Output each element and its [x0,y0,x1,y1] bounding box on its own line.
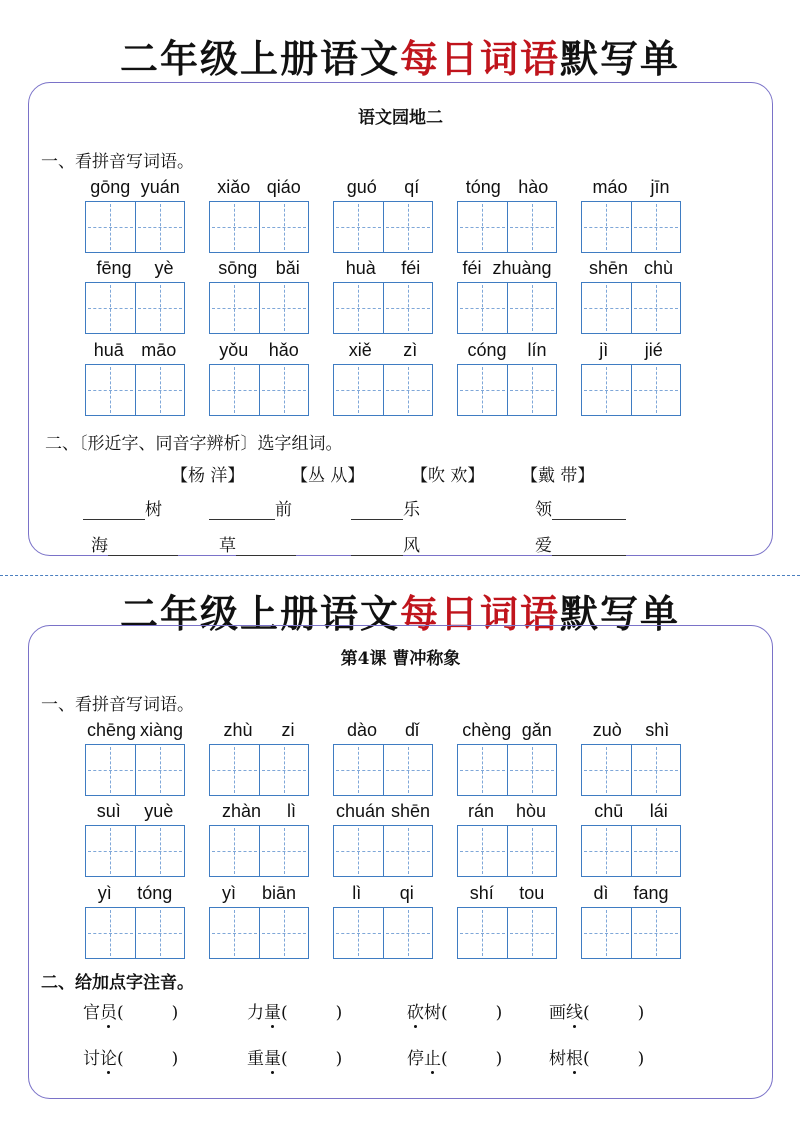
writing-grid[interactable] [209,282,309,334]
pinyin-label [333,801,433,822]
paren-close: ) [637,1003,645,1023]
fill-blank-6-char: 草 [219,536,236,556]
pinyin-syllable: jié [644,340,663,360]
writing-grid[interactable] [209,201,309,253]
writing-grid[interactable] [209,364,309,416]
pinyin-syllable: lín [527,340,547,360]
pinyin-label [333,883,433,904]
sheet1-title-pre: 二年级上册语文 [119,37,400,81]
writing-grid[interactable] [85,364,185,416]
pinyin-syllable: lì [352,883,362,903]
pinyin-syllable: shēn [390,801,431,821]
fill-blank-5[interactable] [91,531,178,556]
paren-close: ) [637,1049,645,1069]
writing-grid[interactable] [333,201,433,253]
pinyin-syllable: zhuàng [492,258,552,278]
answer-parentheses[interactable] [117,1003,178,1023]
option-group-2: 【丛 从】 [291,466,365,486]
sheet2-title-post: 默写单 [560,592,681,636]
pinyin-syllable: féi [462,258,482,278]
dotted-character: 线 [566,998,583,1023]
pinyin-label [333,258,433,279]
sheet2-section2-heading: 二、给加点字注音。 [41,973,194,993]
writing-cell[interactable] [210,365,259,415]
writing-cell[interactable] [582,908,631,958]
pinyin-syllable: lì [287,801,296,821]
writing-cell[interactable] [86,283,135,333]
fill-blank-3[interactable] [351,495,420,520]
writing-grid[interactable] [209,907,309,959]
writing-cell[interactable] [334,283,383,333]
writing-cell[interactable] [135,202,185,252]
writing-cell[interactable] [334,826,383,876]
writing-grid[interactable] [333,364,433,416]
pinyin-syllable: shí [469,883,494,903]
word-character: 力 [247,1003,264,1023]
writing-cell[interactable] [458,826,507,876]
pinyin-syllable: yì [221,883,236,903]
pinyin-syllable: guó [346,177,377,197]
pinyin-syllable: xiǎo [217,177,251,197]
writing-cell[interactable] [259,365,309,415]
pinyin-syllable: tou [519,883,545,903]
pinyin-label [581,720,681,741]
writing-cell[interactable] [259,202,309,252]
writing-cell[interactable] [582,202,631,252]
pinyin-syllable: fang [633,883,669,903]
pinyin-label [333,340,433,361]
writing-cell[interactable] [86,365,135,415]
writing-cell[interactable] [582,365,631,415]
paren-close: ) [495,1049,503,1069]
paren-open: ( [441,1049,448,1069]
pinyin-label [581,340,681,361]
pinyin-syllable: gōng [90,177,131,197]
fill-blank-1[interactable] [83,495,162,520]
pinyin-syllable: xiàng [139,720,183,740]
pinyin-syllable: chū [594,801,624,821]
pinyin-syllable: zì [403,340,418,360]
pinyin-syllable: dào [346,720,378,740]
writing-cell[interactable] [210,826,259,876]
pinyin-syllable: zi [281,720,295,740]
pinyin-label [581,883,681,904]
writing-grid[interactable] [457,744,557,796]
pinyin-syllable: féi [401,258,421,278]
paren-open: ( [117,1049,124,1069]
pinyin-label [457,883,557,904]
answer-parentheses[interactable] [583,1003,644,1023]
word-character: 画 [549,1003,566,1023]
pinyin-label [85,258,185,279]
writing-grid[interactable] [333,744,433,796]
fill-blank-8[interactable] [535,531,626,556]
writing-cell[interactable] [334,202,383,252]
writing-cell[interactable] [259,908,309,958]
sheet1-title-post: 默写单 [560,37,681,81]
pinyin-syllable: zhù [223,720,253,740]
writing-grid[interactable] [457,282,557,334]
writing-cell[interactable] [383,202,433,252]
pinyin-label [333,720,433,741]
answer-parentheses[interactable] [117,1049,178,1069]
pinyin-syllable: hǎo [268,340,299,360]
paren-open: ( [117,1003,124,1023]
pinyin-label [457,340,557,361]
option-group-3: 【吹 欢】 [411,466,485,486]
writing-cell[interactable] [631,202,681,252]
writing-cell[interactable] [259,745,309,795]
writing-cell[interactable] [631,745,681,795]
pinyin-label [581,801,681,822]
writing-grid[interactable] [85,744,185,796]
writing-grid[interactable] [209,825,309,877]
dotted-character: 砍 [407,998,424,1023]
pinyin-label [209,883,309,904]
writing-cell[interactable] [507,745,557,795]
word-character: 树 [424,1003,441,1023]
dotted-character: 论 [100,1044,117,1069]
writing-cell[interactable] [383,745,433,795]
pinyin-label [457,801,557,822]
paren-open: ( [281,1049,288,1069]
paren-open: ( [281,1003,288,1023]
writing-cell[interactable] [507,908,557,958]
writing-cell[interactable] [458,283,507,333]
writing-cell[interactable] [458,365,507,415]
fill-blank-7-char: 风 [403,536,420,556]
writing-cell[interactable] [210,908,259,958]
writing-cell[interactable] [210,202,259,252]
writing-grid[interactable] [85,282,185,334]
writing-cell[interactable] [86,908,135,958]
writing-cell[interactable] [135,365,185,415]
writing-grid[interactable] [581,744,681,796]
fill-blank-8-char: 爱 [535,536,552,556]
pinyin-label [209,340,309,361]
writing-grid[interactable] [457,825,557,877]
writing-cell[interactable] [383,283,433,333]
writing-cell[interactable] [631,826,681,876]
fill-blank-1-char: 树 [145,500,162,520]
dotted-character: 止 [424,1044,441,1069]
pinyin-syllable: hòu [515,801,547,821]
pinyin-label [333,177,433,198]
fill-blank-2[interactable] [209,495,292,520]
phonetic-item[interactable] [247,998,342,1023]
sheet1-title [0,28,800,83]
sheet1-card [28,82,773,556]
pinyin-syllable: yuán [140,177,180,197]
pinyin-syllable: lái [649,801,668,821]
writing-cell[interactable] [86,826,135,876]
pinyin-label [581,258,681,279]
pinyin-label [209,258,309,279]
sheet1-section1-heading: 一、看拼音写词语。 [41,152,194,172]
pinyin-syllable: yì [97,883,112,903]
pinyin-syllable: huā [93,340,124,360]
pinyin-label [85,177,185,198]
pinyin-syllable: shì [645,720,670,740]
writing-cell[interactable] [507,365,557,415]
sheet2-title-accent: 每日词语 [399,592,560,636]
pinyin-label [209,801,309,822]
writing-grid[interactable] [85,201,185,253]
writing-grid[interactable] [457,907,557,959]
fill-blank-6[interactable] [219,531,296,556]
sheet2-title-pre: 二年级上册语文 [119,592,400,636]
word-character: 官 [83,1003,100,1023]
paren-close: ) [171,1003,179,1023]
writing-grid[interactable] [209,744,309,796]
pinyin-syllable: jīn [650,177,670,197]
pinyin-syllable: qí [404,177,420,197]
pinyin-label [457,177,557,198]
option-group-4: 【戴 带】 [521,466,595,486]
pinyin-syllable: qi [399,883,414,903]
writing-grid[interactable] [581,825,681,877]
sheet1-lesson-title: 语文园地二 [358,108,443,128]
fill-blank-4-char: 领 [535,500,552,520]
pinyin-syllable: máo [592,177,628,197]
writing-cell[interactable] [458,908,507,958]
pinyin-syllable: qiáo [266,177,301,197]
writing-grid[interactable] [457,364,557,416]
writing-grid[interactable] [333,825,433,877]
pinyin-syllable: gǎn [521,720,552,740]
writing-cell[interactable] [135,908,185,958]
writing-cell[interactable] [507,202,557,252]
pinyin-label [85,883,185,904]
writing-cell[interactable] [631,283,681,333]
pinyin-syllable: māo [141,340,177,360]
dotted-character: 员 [100,998,117,1023]
fill-blank-3-char: 乐 [403,500,420,520]
phonetic-item[interactable] [407,998,502,1023]
writing-grid[interactable] [85,825,185,877]
writing-cell[interactable] [458,202,507,252]
word-character: 停 [407,1049,424,1069]
sheet2-card [28,625,773,1099]
word-character: 树 [549,1049,566,1069]
answer-parentheses[interactable] [583,1049,644,1069]
pinyin-syllable: chù [643,258,673,278]
paren-open: ( [583,1003,590,1023]
writing-cell[interactable] [135,283,185,333]
writing-cell[interactable] [631,365,681,415]
paren-close: ) [335,1003,343,1023]
pinyin-syllable: huà [345,258,376,278]
pinyin-label [209,177,309,198]
writing-cell[interactable] [86,202,135,252]
pinyin-label [209,720,309,741]
pinyin-label [85,720,185,741]
pinyin-syllable: suì [96,801,121,821]
answer-parentheses[interactable] [281,1003,342,1023]
pinyin-syllable: yè [154,258,174,278]
writing-grid[interactable] [85,907,185,959]
pinyin-syllable: jì [599,340,609,360]
pinyin-syllable: yǒu [219,340,249,360]
pinyin-syllable: zuò [592,720,622,740]
phonetic-item[interactable] [83,1044,178,1069]
paren-close: ) [171,1049,179,1069]
pinyin-label [457,258,557,279]
writing-grid[interactable] [457,201,557,253]
pinyin-syllable: shēn [588,258,629,278]
phonetic-item[interactable] [247,1044,342,1069]
paren-close: ) [335,1049,343,1069]
pinyin-syllable: chèng [462,720,512,740]
sheet1-section2-heading: 二、〔形近字、同音字辨析〕选字组词。 [45,434,343,454]
phonetic-item[interactable] [549,1044,644,1069]
writing-cell[interactable] [507,826,557,876]
dotted-character: 根 [566,1044,583,1069]
fill-blank-4[interactable] [535,495,626,520]
option-group-1: 【杨 洋】 [171,466,245,486]
writing-cell[interactable] [458,745,507,795]
writing-cell[interactable] [334,745,383,795]
writing-cell[interactable] [259,826,309,876]
fill-blank-7[interactable] [351,531,420,556]
sheet2-lesson-title: 第4课 曹冲称象 [340,649,461,669]
writing-grid[interactable] [581,907,681,959]
writing-cell[interactable] [135,745,185,795]
sheet1-title-accent: 每日词语 [399,37,560,81]
paren-open: ( [583,1049,590,1069]
writing-cell[interactable] [210,283,259,333]
writing-cell[interactable] [334,365,383,415]
pinyin-label [581,177,681,198]
writing-cell[interactable] [86,745,135,795]
pinyin-syllable: chuán [335,801,386,821]
writing-cell[interactable] [383,908,433,958]
writing-cell[interactable] [383,365,433,415]
page-divider [0,575,800,576]
writing-cell[interactable] [582,745,631,795]
pinyin-syllable: tóng [465,177,501,197]
writing-cell[interactable] [259,283,309,333]
dotted-character: 量 [264,998,281,1023]
writing-cell[interactable] [582,283,631,333]
writing-grid[interactable] [581,364,681,416]
writing-grid[interactable] [581,282,681,334]
pinyin-label [85,801,185,822]
pinyin-syllable: rán [467,801,494,821]
pinyin-syllable: yuè [144,801,174,821]
writing-grid[interactable] [333,282,433,334]
paren-close: ) [495,1003,503,1023]
fill-blank-2-char: 前 [275,500,292,520]
pinyin-syllable: xiě [348,340,372,360]
pinyin-syllable: zhàn [221,801,262,821]
writing-cell[interactable] [135,826,185,876]
phonetic-item[interactable] [83,998,178,1023]
pinyin-syllable: biān [261,883,296,903]
paren-open: ( [441,1003,448,1023]
writing-cell[interactable] [582,826,631,876]
pinyin-syllable: hào [518,177,549,197]
pinyin-syllable: dǐ [405,720,420,740]
pinyin-label [85,340,185,361]
pinyin-syllable: chēng [86,720,137,740]
answer-parentheses[interactable] [441,1003,502,1023]
word-character: 重 [247,1049,264,1069]
pinyin-syllable: dì [593,883,609,903]
pinyin-syllable: sōng [218,258,258,278]
pinyin-syllable: fēng [96,258,132,278]
answer-parentheses[interactable] [281,1049,342,1069]
writing-grid[interactable] [333,907,433,959]
writing-cell[interactable] [383,826,433,876]
dotted-character: 量 [264,1044,281,1069]
writing-cell[interactable] [334,908,383,958]
fill-blank-5-char: 海 [91,536,108,556]
phonetic-item[interactable] [407,1044,502,1069]
answer-parentheses[interactable] [441,1049,502,1069]
writing-cell[interactable] [631,908,681,958]
pinyin-syllable: bǎi [275,258,300,278]
pinyin-syllable: tóng [137,883,173,903]
pinyin-syllable: cóng [467,340,507,360]
writing-cell[interactable] [210,745,259,795]
sheet2-section1-heading: 一、看拼音写词语。 [41,695,194,715]
writing-grid[interactable] [581,201,681,253]
phonetic-item[interactable] [549,998,644,1023]
writing-cell[interactable] [507,283,557,333]
word-character: 讨 [83,1049,100,1069]
pinyin-label [457,720,557,741]
